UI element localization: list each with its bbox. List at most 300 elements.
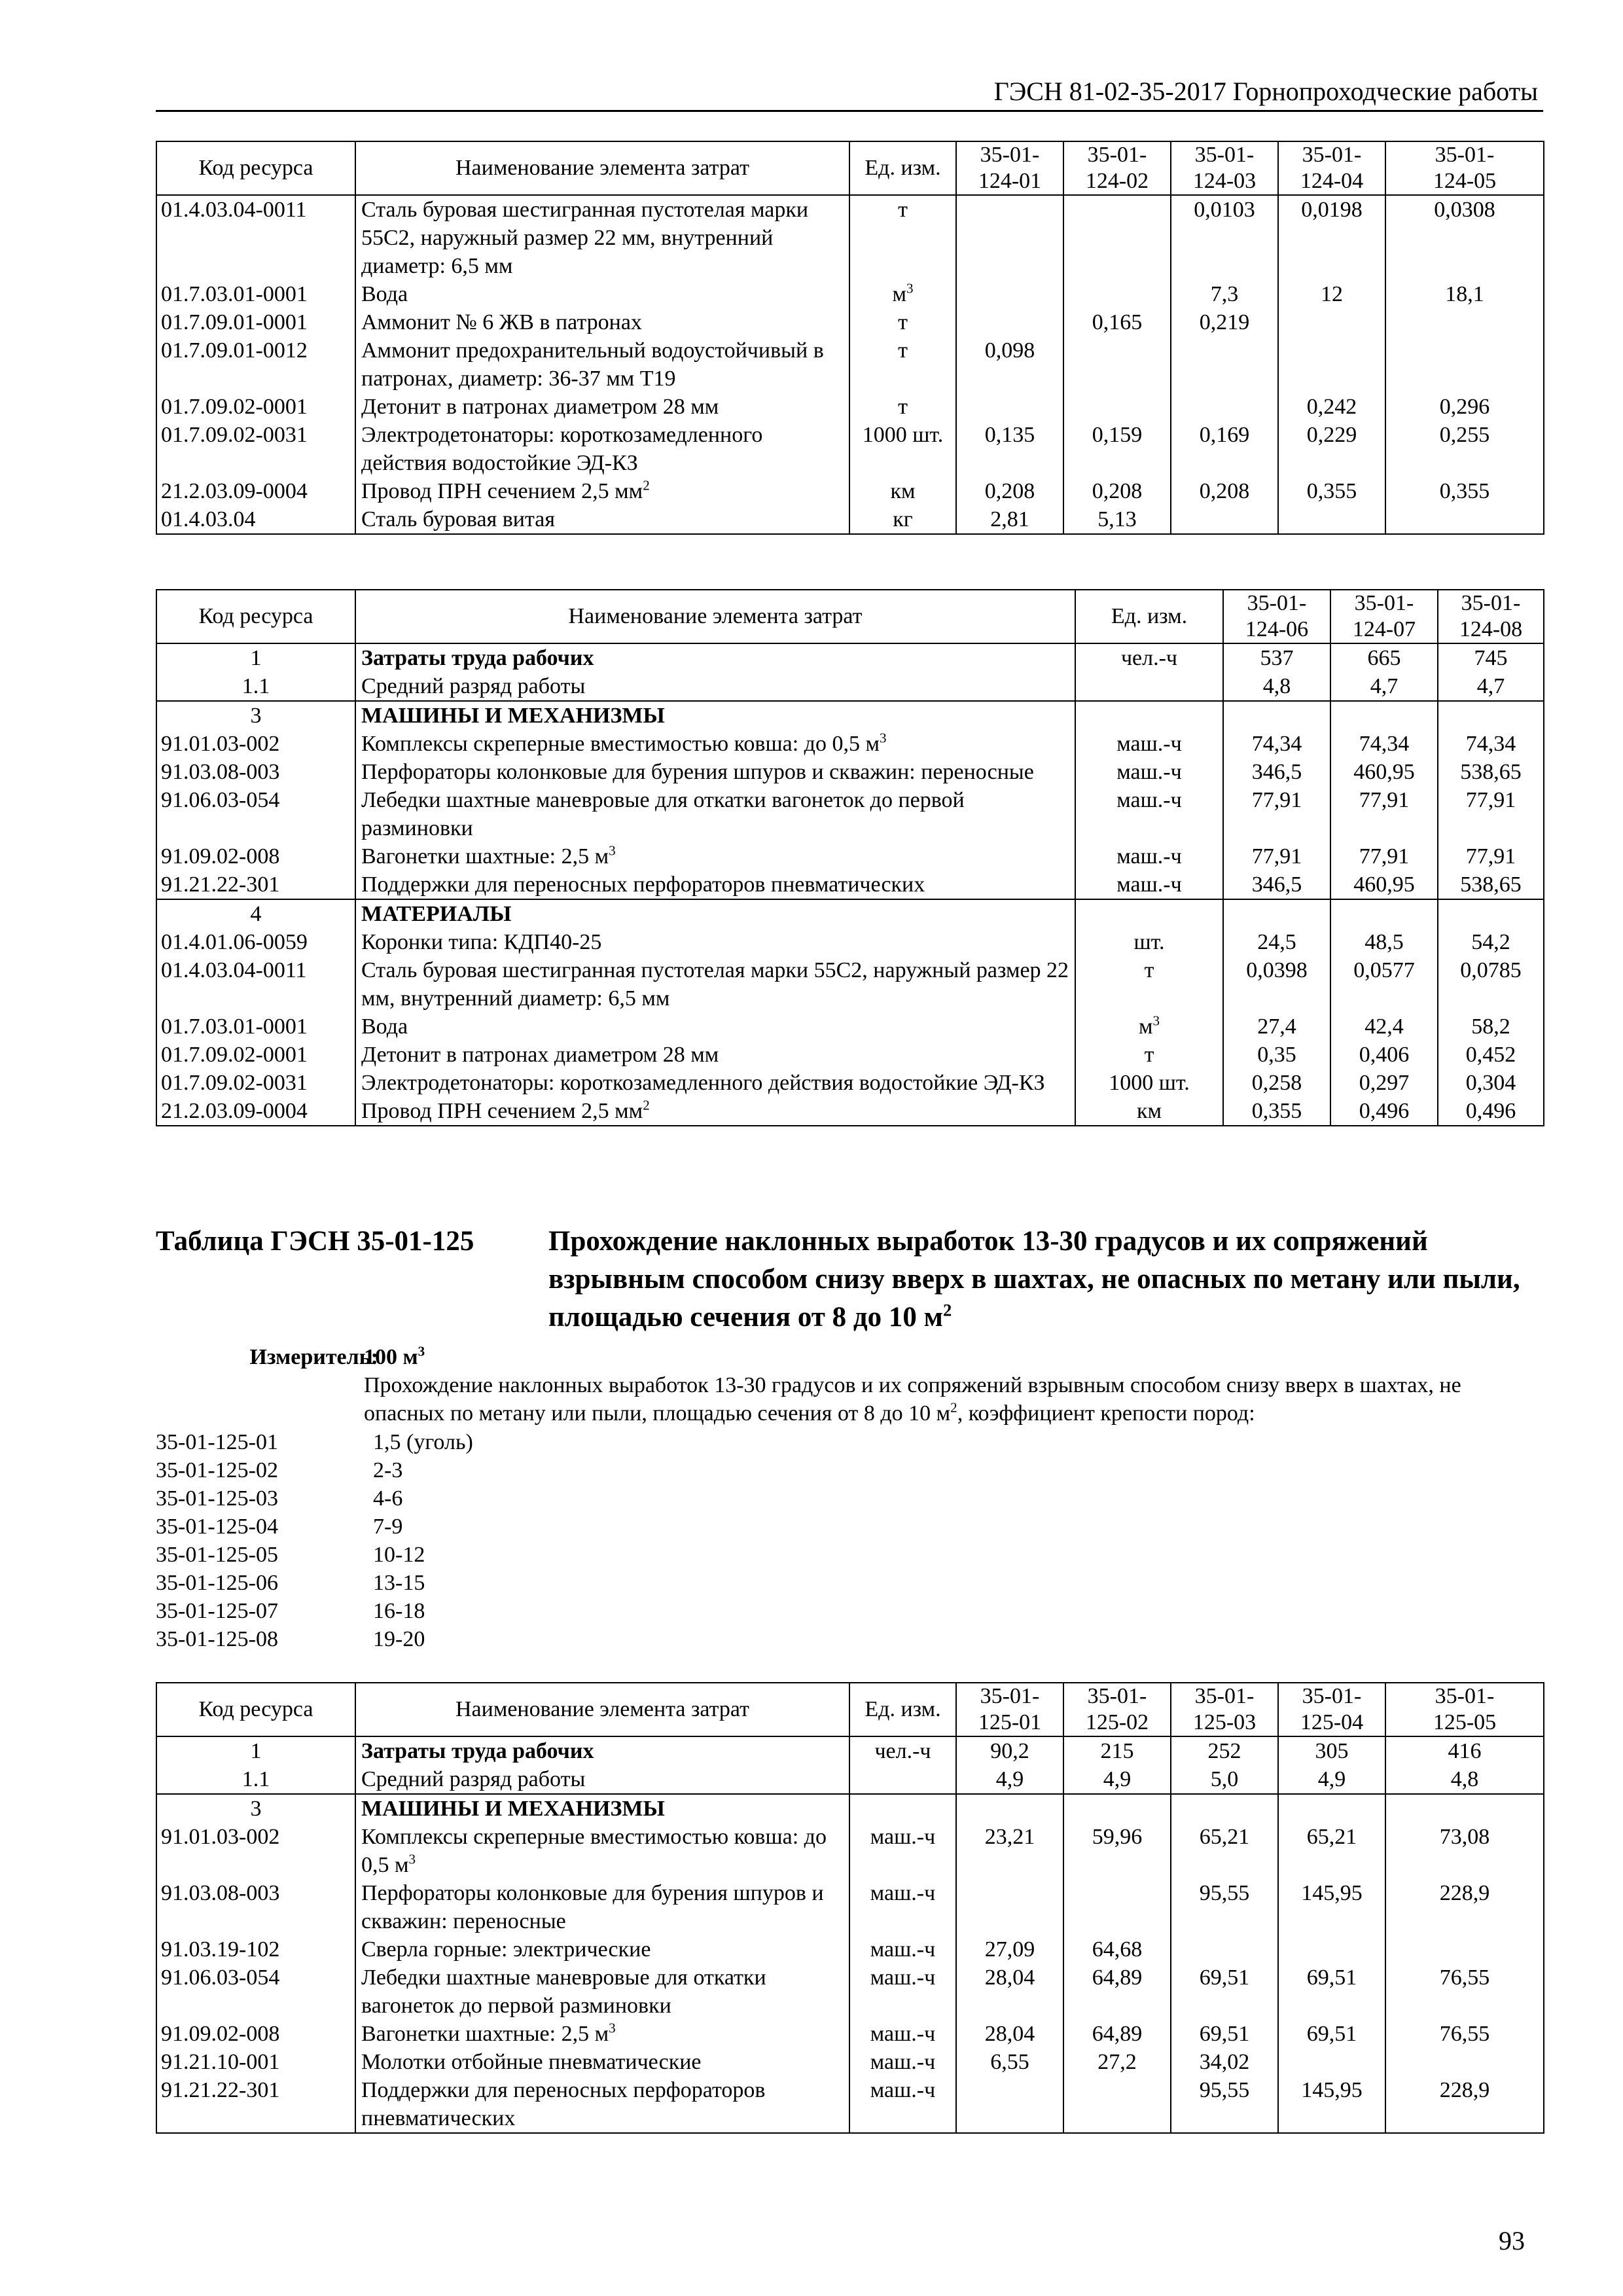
- row-code: 01.7.03.01-0001: [156, 1013, 355, 1041]
- header-col-part: 35-01-: [1087, 143, 1147, 167]
- row-unit-text: маш.-ч: [1116, 760, 1182, 784]
- row-code: 4: [156, 899, 355, 928]
- row-value: 77,91: [1330, 786, 1438, 842]
- row-code: 91.06.03-054: [156, 1964, 355, 2020]
- header-code: Код ресурса: [156, 1683, 355, 1736]
- row-value: 90,2: [956, 1736, 1063, 1765]
- row-unit: [849, 505, 956, 534]
- row-code: 01.4.03.04: [156, 505, 355, 534]
- row-unit-text: м: [892, 282, 906, 306]
- row-value: 0,165: [1063, 308, 1171, 336]
- table-row: [156, 928, 1544, 956]
- row-unit: [1075, 870, 1223, 899]
- row-name: [355, 643, 1075, 672]
- row-value: [1385, 2048, 1544, 2076]
- row-value: 538,65: [1438, 758, 1544, 786]
- header-col-text: [962, 142, 1058, 194]
- row-unit: [849, 1935, 956, 1964]
- row-name: [355, 1935, 849, 1964]
- row-code: 3: [156, 1794, 355, 1823]
- header-code: Код ресурса: [156, 141, 355, 195]
- row-name-text: Детонит в патронах диаметром 28 мм: [361, 1043, 719, 1067]
- row-value: 34,02: [1171, 2048, 1278, 2076]
- row-value: [1385, 308, 1544, 336]
- row-value: 0,0577: [1330, 956, 1438, 1013]
- row-name-text: Затраты труда рабочих: [361, 1739, 594, 1763]
- row-value: [1330, 701, 1438, 730]
- row-name-text: Поддержки для переносных перфораторов пневматических: [361, 872, 925, 897]
- row-value: [1438, 899, 1544, 928]
- row-unit: [1075, 758, 1223, 786]
- row-value: [1278, 1935, 1385, 1964]
- row-unit: [849, 1823, 956, 1879]
- header-col-part: 35-01-: [1435, 143, 1495, 167]
- variant-value: 1,5 (уголь): [373, 1430, 473, 1454]
- row-name-text: Перфораторы колонковые для бурения шпуров и скважин: переносные: [361, 760, 1034, 784]
- row-value: 252: [1171, 1736, 1278, 1765]
- header-col-part: 125-04: [1300, 1710, 1364, 1734]
- row-name-sup: 3: [609, 842, 616, 859]
- row-code: 91.01.03-002: [156, 730, 355, 758]
- table-row: [156, 1964, 1544, 2020]
- row-unit: [849, 393, 956, 421]
- row-value: [1278, 505, 1385, 534]
- row-value: [1278, 2048, 1385, 2076]
- row-unit: [849, 2048, 956, 2076]
- row-value: 4,9: [956, 1765, 1063, 1794]
- row-value: 6,55: [956, 2048, 1063, 2076]
- row-unit-text: 1000 шт.: [862, 423, 944, 447]
- row-name-text: Поддержки для переносных перфораторов пневматических: [361, 2078, 766, 2130]
- row-name: [355, 730, 1075, 758]
- header-row: [156, 590, 1544, 643]
- variant-value: 4-6: [373, 1486, 403, 1511]
- table-body: [156, 195, 1544, 534]
- table-row: [156, 195, 1544, 280]
- row-value: [956, 1794, 1063, 1823]
- row-value: [956, 393, 1063, 421]
- row-value: 42,4: [1330, 1013, 1438, 1041]
- row-value: [956, 308, 1063, 336]
- row-value: [1385, 1935, 1544, 1964]
- row-code: 91.21.22-301: [156, 2076, 355, 2133]
- row-value: [1171, 1794, 1278, 1823]
- row-name-text: Лебедки шахтные маневровые для откатки вагонеток до первой разминовки: [361, 788, 965, 840]
- table-row: [156, 899, 1544, 928]
- row-code: 91.01.03-002: [156, 1823, 355, 1879]
- row-value: [1063, 2076, 1171, 2133]
- row-name: [355, 701, 1075, 730]
- row-value: 4,9: [1063, 1765, 1171, 1794]
- row-name-text: Коронки типа: КДП40-25: [361, 930, 602, 954]
- table-row: [156, 336, 1544, 393]
- row-unit: [849, 1794, 956, 1823]
- row-name: [355, 2048, 849, 2076]
- row-name-text: Сверла горные: электрические: [361, 1937, 651, 1962]
- row-name: [355, 1964, 849, 2020]
- header-name: Наименование элемента затрат: [355, 141, 849, 195]
- row-value: 77,91: [1223, 786, 1330, 842]
- header-col-text: [1177, 142, 1272, 194]
- row-value: 0,35: [1223, 1041, 1330, 1069]
- row-unit-text: км: [890, 479, 916, 503]
- row-name: [355, 1041, 1075, 1069]
- row-value: 0,098: [956, 336, 1063, 393]
- row-name: [355, 1736, 849, 1765]
- resource-table-124-part2: [156, 589, 1544, 1126]
- row-value: 74,34: [1330, 730, 1438, 758]
- row-unit-text: т: [898, 310, 908, 334]
- header-col-part: 125-03: [1192, 1710, 1257, 1734]
- row-value: [956, 2076, 1063, 2133]
- row-value: 58,2: [1438, 1013, 1544, 1041]
- row-name: [355, 2076, 849, 2133]
- header-col-2: [1330, 590, 1438, 643]
- table-row: [156, 2076, 1544, 2133]
- table-row: [156, 1013, 1544, 1041]
- row-value: [1063, 336, 1171, 393]
- row-value: 0,355: [1278, 477, 1385, 505]
- header-col-part: 124-03: [1192, 169, 1257, 193]
- measure-description: Прохождение наклонных выработок 13-30 градусов и их сопряжений взрывным способом снизу вверх в шахтах, не опасных по метану или пыли, площадью сечения от 8 до 10 $м^2$, коэффициент крепости пород:: [364, 1373, 1461, 1426]
- header-code: Код ресурса: [156, 590, 355, 643]
- table-row: [156, 505, 1544, 534]
- row-name: [355, 956, 1075, 1013]
- table-row: [156, 870, 1544, 899]
- header-col-text: [1177, 1683, 1272, 1736]
- row-unit-text: кг: [893, 507, 913, 531]
- row-name-text: Комплексы скреперные вместимостью ковша: до 0,5 м: [361, 1825, 827, 1877]
- header-col-part: 125-02: [1085, 1710, 1149, 1734]
- row-value: [1385, 1794, 1544, 1823]
- row-value: 460,95: [1330, 758, 1438, 786]
- row-value: 538,65: [1438, 870, 1544, 899]
- table-row: [156, 1765, 1544, 1794]
- row-name-text: Перфораторы колонковые для бурения шпуров и скважин: переносные: [361, 1881, 824, 1933]
- row-value: 5,0: [1171, 1765, 1278, 1794]
- row-name-text: Провод ПРН сечением 2,5 мм: [361, 1099, 643, 1123]
- row-value: 7,3: [1171, 280, 1278, 308]
- row-value: 4,8: [1223, 672, 1330, 701]
- header-col-part: 124-01: [978, 169, 1042, 193]
- header-col-part: 35-01-: [1302, 143, 1362, 167]
- row-value: 0,135: [956, 421, 1063, 477]
- row-value: 48,5: [1330, 928, 1438, 956]
- table-row: [156, 1794, 1544, 1823]
- row-value: [1385, 505, 1544, 534]
- table-125-label: Таблица ГЭСН 35-01-125: [156, 1226, 474, 1257]
- row-value: 745: [1438, 643, 1544, 672]
- row-code: 1: [156, 643, 355, 672]
- row-unit: [1075, 672, 1223, 701]
- row-value: 54,2: [1438, 928, 1544, 956]
- header-name: Наименование элемента затрат: [355, 590, 1075, 643]
- row-unit: [1075, 899, 1223, 928]
- row-code: 01.7.09.01-0012: [156, 336, 355, 393]
- resource-table-124-part1: [156, 141, 1544, 535]
- row-unit-text: маш.-ч: [870, 1965, 936, 1990]
- row-value: [1330, 899, 1438, 928]
- row-unit-text: маш.-ч: [870, 2022, 936, 2046]
- row-unit-text: маш.-ч: [1116, 788, 1182, 812]
- row-unit-text: 1000 шт.: [1109, 1071, 1190, 1095]
- header-col-text: [1069, 142, 1165, 194]
- measure-label: Измеритель:: [249, 1345, 378, 1369]
- row-name-text: МАШИНЫ И МЕХАНИЗМЫ: [361, 704, 665, 728]
- header-col-4: [1278, 1683, 1385, 1736]
- table-row: [156, 842, 1544, 870]
- header-col-1: [956, 1683, 1063, 1736]
- row-value: [1385, 336, 1544, 393]
- header-col-part: 35-01-: [1461, 591, 1521, 615]
- row-value: 77,91: [1330, 842, 1438, 870]
- row-code: 91.03.08-003: [156, 758, 355, 786]
- variant-value: 19-20: [373, 1627, 425, 1651]
- row-name: [355, 336, 849, 393]
- row-value: 74,34: [1438, 730, 1544, 758]
- row-value: [1063, 1794, 1171, 1823]
- variant-code: 35-01-125-01: [156, 1430, 278, 1454]
- header-col-part: 124-05: [1433, 169, 1497, 193]
- header-col-text: [962, 1683, 1058, 1736]
- row-name-text: Затраты труда рабочих: [361, 646, 594, 670]
- row-value: 69,51: [1278, 1964, 1385, 2020]
- row-name: [355, 870, 1075, 899]
- header-col-part: 35-01-: [1302, 1684, 1362, 1708]
- row-name-text: Средний разряд работы: [361, 1767, 586, 1791]
- row-unit: [849, 421, 956, 477]
- table-header: [156, 1683, 1544, 1736]
- variant-code: 35-01-125-04: [156, 1515, 278, 1539]
- header-col-text: [1444, 590, 1538, 643]
- resource-table-125: [156, 1682, 1544, 2134]
- row-value: 73,08: [1385, 1823, 1544, 1879]
- row-value: 0,169: [1171, 421, 1278, 477]
- row-value: 228,9: [1385, 1879, 1544, 1935]
- header-col-part: 124-06: [1245, 617, 1309, 641]
- table-row: [156, 393, 1544, 421]
- row-name-text: МАШИНЫ И МЕХАНИЗМЫ: [361, 1797, 665, 1821]
- row-name: [355, 280, 849, 308]
- header-col-part: 35-01-: [1194, 143, 1255, 167]
- header-col-5: [1385, 141, 1544, 195]
- row-value: 305: [1278, 1736, 1385, 1765]
- row-value: 77,91: [1438, 786, 1544, 842]
- row-unit: [1075, 643, 1223, 672]
- row-value: [956, 280, 1063, 308]
- variant-value: 10-12: [373, 1543, 425, 1567]
- header-col-part: 124-08: [1459, 617, 1523, 641]
- row-name-sup: 3: [880, 730, 887, 746]
- row-unit: [1075, 701, 1223, 730]
- header-col-3: [1171, 141, 1278, 195]
- row-name-text: Электродетонаторы: короткозамедленного действия водостойкие ЭД-КЗ: [361, 1071, 1045, 1095]
- row-unit: [849, 1964, 956, 2020]
- row-code: 01.4.03.04-0011: [156, 956, 355, 1013]
- row-value: 76,55: [1385, 1964, 1544, 2020]
- variant-code: 35-01-125-02: [156, 1458, 278, 1482]
- row-code: 01.7.09.01-0001: [156, 308, 355, 336]
- row-unit: [1075, 1069, 1223, 1097]
- row-value: 0,297: [1330, 1069, 1438, 1097]
- row-value: 460,95: [1330, 870, 1438, 899]
- header-row: [156, 1683, 1544, 1736]
- row-name: [355, 477, 849, 505]
- row-unit-text: чел.-ч: [1120, 646, 1178, 670]
- row-value: 64,89: [1063, 2020, 1171, 2048]
- row-unit: [1075, 842, 1223, 870]
- table-body: [156, 643, 1544, 1126]
- row-value: [1278, 308, 1385, 336]
- row-value: 5,13: [1063, 505, 1171, 534]
- row-value: 0,406: [1330, 1041, 1438, 1069]
- row-unit-text: т: [898, 198, 908, 222]
- header-col-4: [1278, 141, 1385, 195]
- row-unit: [849, 1879, 956, 1935]
- row-name: [355, 1879, 849, 1935]
- row-name-text: Аммонит № 6 ЖВ в патронах: [361, 310, 642, 334]
- header-unit: Ед. изм.: [849, 141, 956, 195]
- header-col-text: [1391, 142, 1538, 194]
- row-unit-text: т: [1144, 1043, 1154, 1067]
- header-col-part: 35-01-: [1087, 1684, 1147, 1708]
- row-unit-text: маш.-ч: [870, 1825, 936, 1849]
- row-name-text: Вода: [361, 282, 408, 306]
- table-row: [156, 421, 1544, 477]
- header-col-text: [1336, 590, 1432, 643]
- variant-value: 13-15: [373, 1571, 425, 1595]
- row-value: [1223, 701, 1330, 730]
- table-row: [156, 956, 1544, 1013]
- row-unit-text: маш.-ч: [1116, 732, 1182, 756]
- header-col-1: [956, 141, 1063, 195]
- table-row: [156, 786, 1544, 842]
- row-unit-text: км: [1136, 1099, 1162, 1123]
- row-name-text: Детонит в патронах диаметром 28 мм: [361, 395, 719, 419]
- row-value: 95,55: [1171, 2076, 1278, 2133]
- header-col-text: [1391, 1683, 1538, 1736]
- row-value: 28,04: [956, 1964, 1063, 2020]
- row-unit: [849, 1765, 956, 1794]
- row-value: 27,4: [1223, 1013, 1330, 1041]
- header-col-part: 125-01: [978, 1710, 1042, 1734]
- variant-code: 35-01-125-05: [156, 1543, 278, 1567]
- row-value: 77,91: [1223, 842, 1330, 870]
- header-col-3: [1171, 1683, 1278, 1736]
- row-value: 0,229: [1278, 421, 1385, 477]
- row-name-text: Лебедки шахтные маневровые для откатки вагонеток до первой разминовки: [361, 1965, 766, 2018]
- row-name-text: МАТЕРИАЛЫ: [361, 902, 512, 926]
- row-name-text: Молотки отбойные пневматические: [361, 2050, 702, 2074]
- row-name: [355, 928, 1075, 956]
- row-name-text: Вагонетки шахтные: 2,5 м: [361, 2022, 609, 2046]
- row-unit: [849, 477, 956, 505]
- header-col-part: 35-01-: [1247, 591, 1307, 615]
- row-name: [355, 786, 1075, 842]
- header-col-text: [1229, 590, 1325, 643]
- row-value: [1278, 1794, 1385, 1823]
- row-value: 0,208: [1171, 477, 1278, 505]
- row-unit: [849, 336, 956, 393]
- row-unit-text: т: [1144, 958, 1154, 982]
- row-value: 0,219: [1171, 308, 1278, 336]
- row-value: [956, 195, 1063, 280]
- row-value: [1278, 336, 1385, 393]
- header-col-part: 35-01-: [1435, 1684, 1495, 1708]
- row-unit: [849, 280, 956, 308]
- table-row: [156, 2048, 1544, 2076]
- table-row: [156, 1823, 1544, 1879]
- row-unit: [1075, 730, 1223, 758]
- row-name-sup: 2: [643, 1097, 650, 1113]
- row-value: [1171, 336, 1278, 393]
- row-value: 0,0308: [1385, 195, 1544, 280]
- row-name-text: Аммонит предохранительный водоустойчивый в патронах, диаметр: 36-37 мм Т19: [361, 338, 824, 391]
- measure-value: 100 $м^3$: [364, 1343, 425, 1369]
- row-unit-text: шт.: [1133, 930, 1165, 954]
- row-code: 1: [156, 1736, 355, 1765]
- row-value: 77,91: [1438, 842, 1544, 870]
- row-value: 0,355: [1385, 477, 1544, 505]
- row-name-text: Вагонетки шахтные: 2,5 м: [361, 844, 609, 869]
- row-name: [355, 1069, 1075, 1097]
- row-unit: [849, 2020, 956, 2048]
- row-code: 1.1: [156, 672, 355, 701]
- page-header-title: ГЭСН 81-02-35-2017 Горнопроходческие работы: [993, 77, 1538, 106]
- row-name: [355, 421, 849, 477]
- row-unit: [849, 2076, 956, 2133]
- row-name: [355, 195, 849, 280]
- table-row: [156, 701, 1544, 730]
- row-value: 65,21: [1171, 1823, 1278, 1879]
- row-value: 346,5: [1223, 870, 1330, 899]
- header-col-2: [1063, 141, 1171, 195]
- row-name: [355, 758, 1075, 786]
- row-value: [956, 1879, 1063, 1935]
- row-value: 18,1: [1385, 280, 1544, 308]
- header-col-text: [1069, 1683, 1165, 1736]
- row-value: 59,96: [1063, 1823, 1171, 1879]
- header-col-text: [1284, 1683, 1380, 1736]
- row-unit-text: маш.-ч: [870, 2078, 936, 2102]
- variant-code: 35-01-125-06: [156, 1571, 278, 1595]
- table-row: [156, 1736, 1544, 1765]
- row-value: 537: [1223, 643, 1330, 672]
- variant-value: 2-3: [373, 1458, 403, 1482]
- row-value: 0,296: [1385, 393, 1544, 421]
- row-name: [355, 1794, 849, 1823]
- row-name: [355, 308, 849, 336]
- row-unit-text: т: [898, 338, 908, 363]
- row-name-text: Сталь буровая шестигранная пустотелая марки 55С2, наружный размер 22 мм, внутренний диаметр: 6,5 мм: [361, 198, 809, 278]
- table-row: [156, 308, 1544, 336]
- row-name: [355, 899, 1075, 928]
- table-row: [156, 758, 1544, 786]
- row-value: 0,208: [956, 477, 1063, 505]
- row-name: [355, 1823, 849, 1879]
- row-unit-text: маш.-ч: [870, 1937, 936, 1962]
- row-value: 27,2: [1063, 2048, 1171, 2076]
- row-value: 4,9: [1278, 1765, 1385, 1794]
- header-col-part: 35-01-: [980, 143, 1040, 167]
- row-value: 69,51: [1171, 2020, 1278, 2048]
- row-value: 2,81: [956, 505, 1063, 534]
- row-value: 4,7: [1330, 672, 1438, 701]
- row-name-text: Сталь буровая шестигранная пустотелая марки 55С2, наружный размер 22 мм, внутренний диаметр: 6,5 мм: [361, 958, 1069, 1011]
- header-row: [156, 141, 1544, 195]
- header-col-part: 35-01-: [980, 1684, 1040, 1708]
- row-unit: [849, 1736, 956, 1765]
